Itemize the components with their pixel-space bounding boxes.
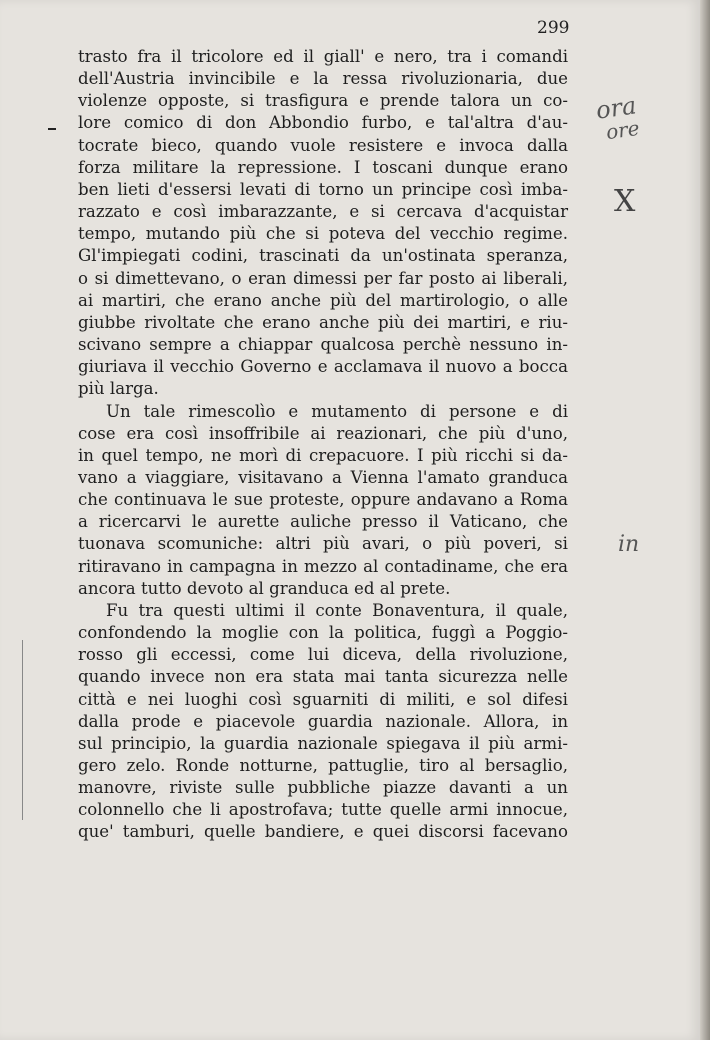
- text-line: in quel tempo, ne morì di crepacuore. I più ricchi si da-: [78, 445, 568, 465]
- text-line: rosso gli eccessi, come lui diceva, della rivoluzione,: [78, 645, 568, 665]
- text-line: tempo, mutando più che si poteva del vecchio regime.: [78, 224, 568, 244]
- text-line: cose era così insoffribile ai reazionari, che più d'uno,: [78, 423, 568, 443]
- text-line: giubbe rivoltate che erano anche più dei martiri, e riu-: [78, 312, 568, 332]
- text-line: violenze opposte, si trasfigura e prende talora un co-: [78, 91, 568, 111]
- margin-note-x: X: [614, 184, 636, 219]
- text-line: vano a viaggiare, visitavano a Vienna l'amato granduca: [78, 467, 568, 487]
- text-line: ben lieti d'essersi levati di torno un principe così imba-: [78, 179, 568, 199]
- text-line: confondendo la moglie con la politica, fuggì a Poggio-: [78, 623, 568, 643]
- text-line: Un tale rimescolìo e mutamento di persone e di: [106, 401, 568, 421]
- text-line: sul principio, la guardia nazionale spiegava il più armi-: [78, 733, 568, 753]
- text-line: colonnello che li apostrofava; tutte quelle armi innocue,: [78, 800, 568, 820]
- text-line: dalla prode e piacevole guardia nazionale. Allora, in: [78, 711, 568, 731]
- text-line: gero zelo. Ronde notturne, pattuglie, tiro al bersaglio,: [78, 756, 568, 775]
- text-line: città e nei luoghi così sguarniti di militi, e sol difesi: [78, 689, 568, 709]
- text-line: a ricercarvi le aurette auliche presso il Vaticano, che: [78, 512, 568, 532]
- text-line: o si dimettevano, o eran dimessi per far posto ai liberali,: [78, 268, 568, 288]
- text-line: più larga.: [78, 379, 159, 399]
- text-line: scivano sempre a chiappar qualcosa perchè nessuno in-: [78, 335, 568, 355]
- text-line: che continuava le sue proteste, oppure andavano a Roma: [78, 490, 568, 510]
- text-line: que' tamburi, quelle bandiere, e quei discorsi facevano: [78, 822, 568, 842]
- margin-note-in: in: [618, 532, 640, 557]
- text-line: tocrate bieco, quando vuole resistere e invoca dalla: [78, 135, 568, 155]
- body-text: [78, 46, 568, 844]
- margin-dash-mark: [48, 128, 56, 130]
- text-line: ritiravano in campagna in mezzo al contadiname, che era: [78, 556, 568, 576]
- text-line: manovre, riviste sulle pubbliche piazze davanti a un: [78, 778, 568, 798]
- page-edge: [700, 0, 710, 1040]
- margin-note-ora: ora: [594, 91, 638, 125]
- page-number: 299: [537, 18, 570, 38]
- text-line: razzato e così imbarazzante, e si cercava d'acquistar: [78, 202, 568, 222]
- text-line: forza militare la repressione. I toscani dunque erano: [78, 157, 568, 177]
- text-line: Fu tra questi ultimi il conte Bonaventura, il quale,: [106, 600, 568, 620]
- text-line: giuriava il vecchio Governo e acclamava il nuovo a bocca: [78, 357, 568, 377]
- text-line: trasto fra il tricolore ed il giall' e nero, tra i comandi: [78, 47, 568, 66]
- text-line: Gl'impiegati codini, trascinati da un'ostinata speranza,: [78, 246, 568, 266]
- text-line: ancora tutto devoto al granduca ed al prete.: [78, 578, 451, 598]
- text-line: dell'Austria invincibile e la ressa rivoluzionaria, due: [78, 69, 568, 89]
- text-line: ai martiri, che erano anche più del martirologio, o alle: [78, 290, 568, 310]
- binding-shadow: [22, 640, 23, 820]
- margin-note-ore: ore: [604, 115, 641, 145]
- text-line: tuonava scomuniche: altri più avari, o più poveri, si: [78, 534, 568, 554]
- text-line: lore comico di don Abbondio furbo, e tal'altra d'au-: [78, 113, 568, 133]
- text-line: quando invece non era stata mai tanta sicurezza nelle: [78, 667, 568, 687]
